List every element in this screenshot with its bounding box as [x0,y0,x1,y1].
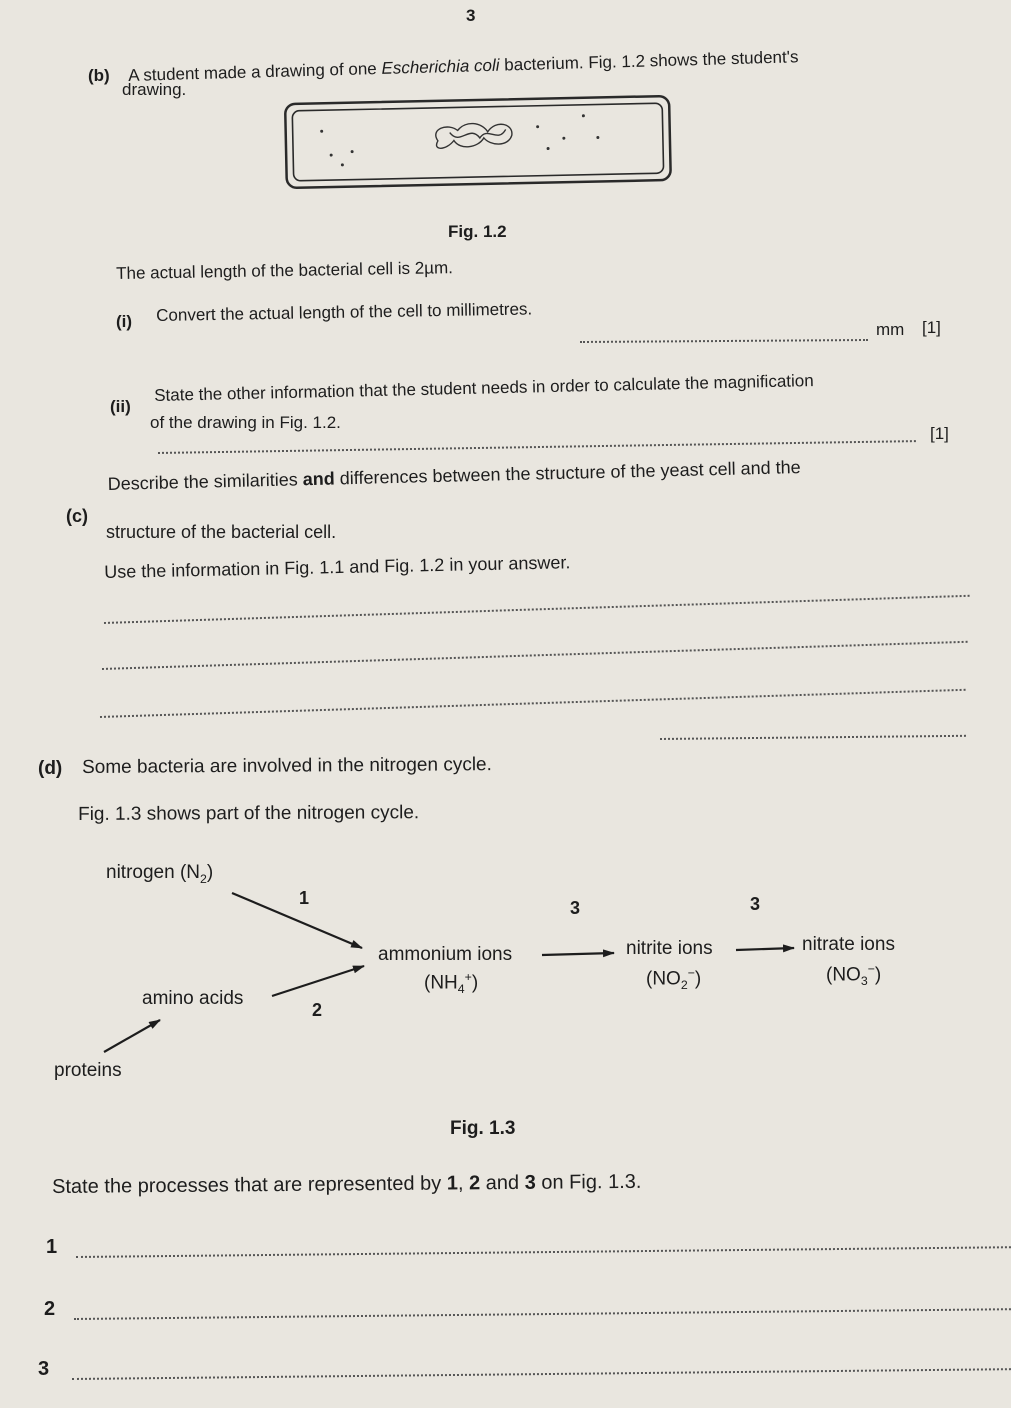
nitrite-formula: $(NO_2^-)$ [646,966,702,993]
q-ii-label: (ii) [110,397,131,416]
q-i-text: Convert the actual length of the cell to millimetres. [156,299,533,325]
process-label-1: 1 [299,888,310,908]
q-i-unit: mm [876,320,905,339]
and-emphasis: and [302,468,336,490]
q-ii-text-line1: State the other information that the student needs in order to calculate the magnification [154,371,814,405]
q-ii-marks: [1] [930,424,949,443]
q-i-marks: [1] [922,318,941,337]
node-amino-acids: amino acids [142,988,244,1009]
organism-name: Escherichia coli [381,55,500,78]
intro-text: A student made a drawing of one [128,59,377,85]
part-b-label: (b) [88,66,110,85]
fig-1-3-intro: Fig. 1.3 shows part of the nitrogen cycle. [78,802,420,825]
process-label-3b: 3 [750,894,761,914]
intro-text-end: bacterium. Fig. 1.2 shows the student's [503,47,799,75]
answer-label-1: 1 [46,1236,58,1258]
answer-label-3: 3 [38,1358,50,1380]
fig-1-2-caption: Fig. 1.2 [448,222,507,241]
node-nitrate: nitrate ions [802,934,895,955]
arrow-proteins-to-amino [104,1020,160,1052]
q-i-label: (i) [116,312,133,331]
part-c-text-line2: structure of the bacterial cell. [106,522,337,542]
process-label-3a: 3 [570,898,581,918]
ammonium-formula: $(NH_4^+)$ [424,970,479,997]
part-c-label: (c) [66,506,88,526]
arrow-nitrite-to-nitrate [736,948,794,950]
part-b-intro-line2: drawing. [122,80,187,99]
node-nitrogen: nitrogen $(N_2)$ [106,862,214,886]
arrow-amino-to-ammonium [272,966,364,996]
q-ii-text-line2: of the drawing in Fig. 1.2. [150,413,341,432]
nitrate-formula: $(NO_3^-)$ [826,962,882,989]
page-number: 3 [466,6,476,25]
part-c-text: Describe the similarities [107,469,298,495]
part-d-label: (d) [38,758,63,779]
node-nitrite: nitrite ions [626,938,713,959]
actual-length-text: The actual length of the bacterial cell is 2µm. [116,258,454,283]
arrow-nitrogen-to-ammonium [232,893,362,948]
node-ammonium: ammonium ions [378,944,513,965]
fig-1-3-caption: Fig. 1.3 [450,1118,516,1139]
part-c-instruction: Use the information in Fig. 1.1 and Fig. 1.2 in your answer. [104,552,571,582]
part-d-text: Some bacteria are involved in the nitrogen cycle. [82,754,492,778]
processes-question: State the processes that are represented by 1, 2 and 3 on Fig. 1.3. [52,1170,642,1198]
process-label-2: 2 [312,1000,323,1020]
part-c-text-end: differences between the structure of the yeast cell and the [339,457,801,489]
arrow-ammonium-to-nitrite [542,953,614,955]
answer-label-2: 2 [44,1298,56,1320]
node-proteins: proteins [54,1060,122,1081]
